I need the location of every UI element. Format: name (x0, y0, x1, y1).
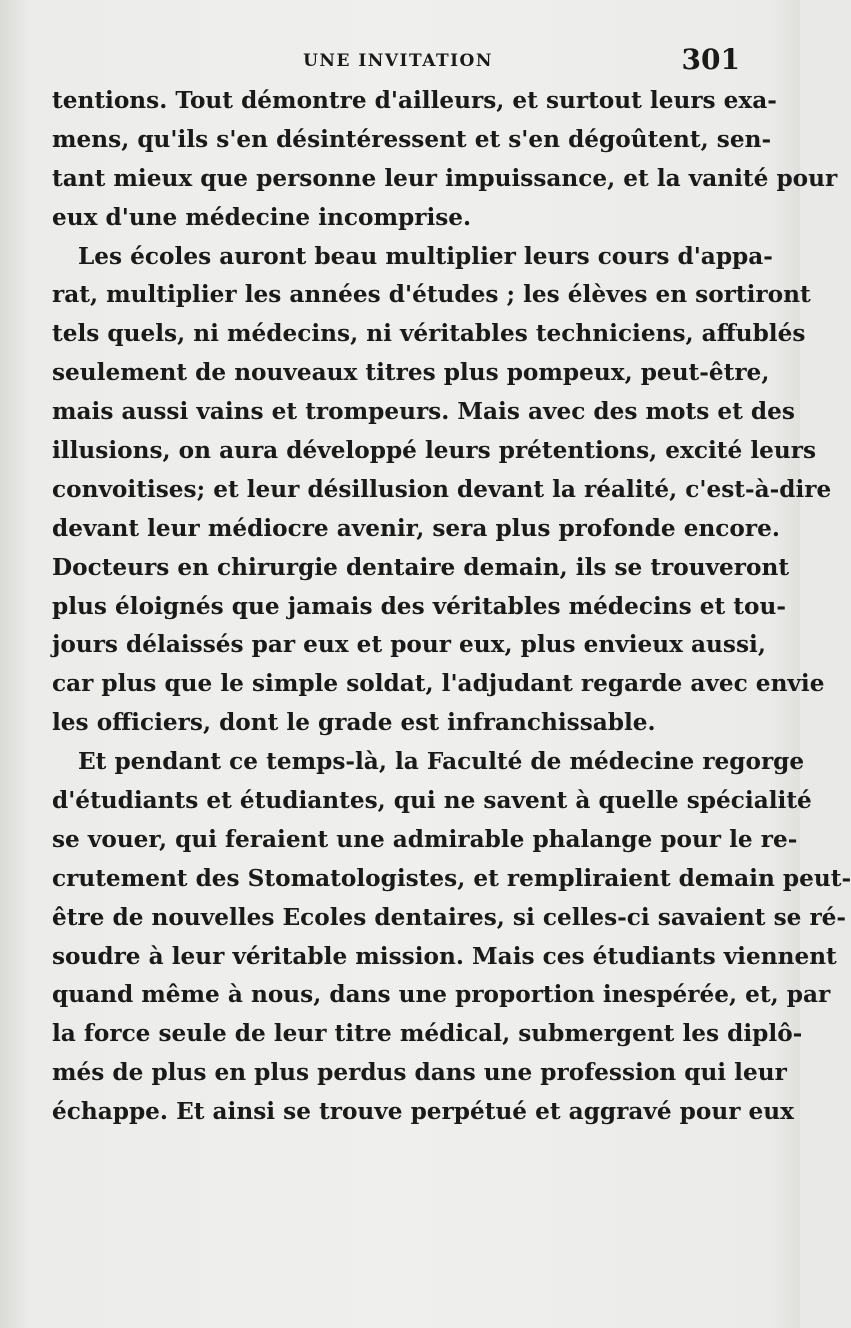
text-line: devant leur médiocre avenir, sera plus profonde encore. (52, 514, 780, 542)
text-line: rat, multiplier les années d'études ; les élèves en sortiront (52, 281, 811, 309)
text-line: jours délaissés par eux et pour eux, plus envieux aussi, (52, 631, 766, 659)
body-text (52, 82, 851, 1132)
text-line: tels quels, ni médecins, ni véritables techniciens, affublés (52, 320, 806, 348)
text-line: seulement de nouveaux titres plus pompeux, peut-être, (52, 359, 770, 387)
text-line: convoitises; et leur désillusion devant la réalité, c'est-à-dire (52, 475, 832, 503)
text-line: més de plus en plus perdus dans une profession qui leur (52, 1059, 787, 1087)
text-line: plus éloignés que jamais des véritables médecins et tou- (52, 592, 786, 620)
text-line: la force seule de leur titre médical, submergent les diplô- (52, 1020, 803, 1048)
text-line: Docteurs en chirurgie dentaire demain, ils se trouveront (52, 553, 790, 581)
text-line: échappe. Et ainsi se trouve perpétué et aggravé pour eux (52, 1098, 794, 1126)
text-line: les officiers, dont le grade est infranchissable. (52, 709, 656, 737)
text-line: Et pendant ce temps-là, la Faculté de médecine regorge (78, 748, 805, 776)
running-title: UNE INVITATION (303, 51, 493, 71)
text-line: car plus que le simple soldat, l'adjudant regarde avec envie (52, 670, 825, 698)
text-line: crutement des Stomatologistes, et rempliraient demain peut- (52, 864, 851, 892)
text-line: mais aussi vains et trompeurs. Mais avec des mots et des (52, 398, 795, 426)
page-number: 301 (681, 43, 740, 76)
text-line: illusions, on aura développé leurs prétentions, excité leurs (52, 437, 817, 465)
text-line: quand même à nous, dans une proportion inespérée, et, par (52, 981, 831, 1009)
text-line: tentions. Tout démontre d'ailleurs, et surtout leurs exa- (52, 87, 777, 114)
text-line: tant mieux que personne leur impuissance, et la vanité pour (52, 164, 838, 192)
text-line: d'étudiants et étudiantes, qui ne savent à quelle spécialité (52, 787, 812, 815)
text-line: Les écoles auront beau multiplier leurs cours d'appa- (78, 242, 773, 270)
text-line: mens, qu'ils s'en désintéressent et s'en dégoûtent, sen- (52, 125, 772, 153)
text-line: soudre à leur véritable mission. Mais ces étudiants viennent (52, 942, 837, 970)
text-line: se vouer, qui feraient une admirable phalange pour le re- (52, 825, 798, 853)
text-line: être de nouvelles Ecoles dentaires, si celles-ci savaient se ré- (52, 903, 847, 931)
text-line: eux d'une médecine incomprise. (52, 203, 472, 231)
running-head (56, 43, 740, 76)
